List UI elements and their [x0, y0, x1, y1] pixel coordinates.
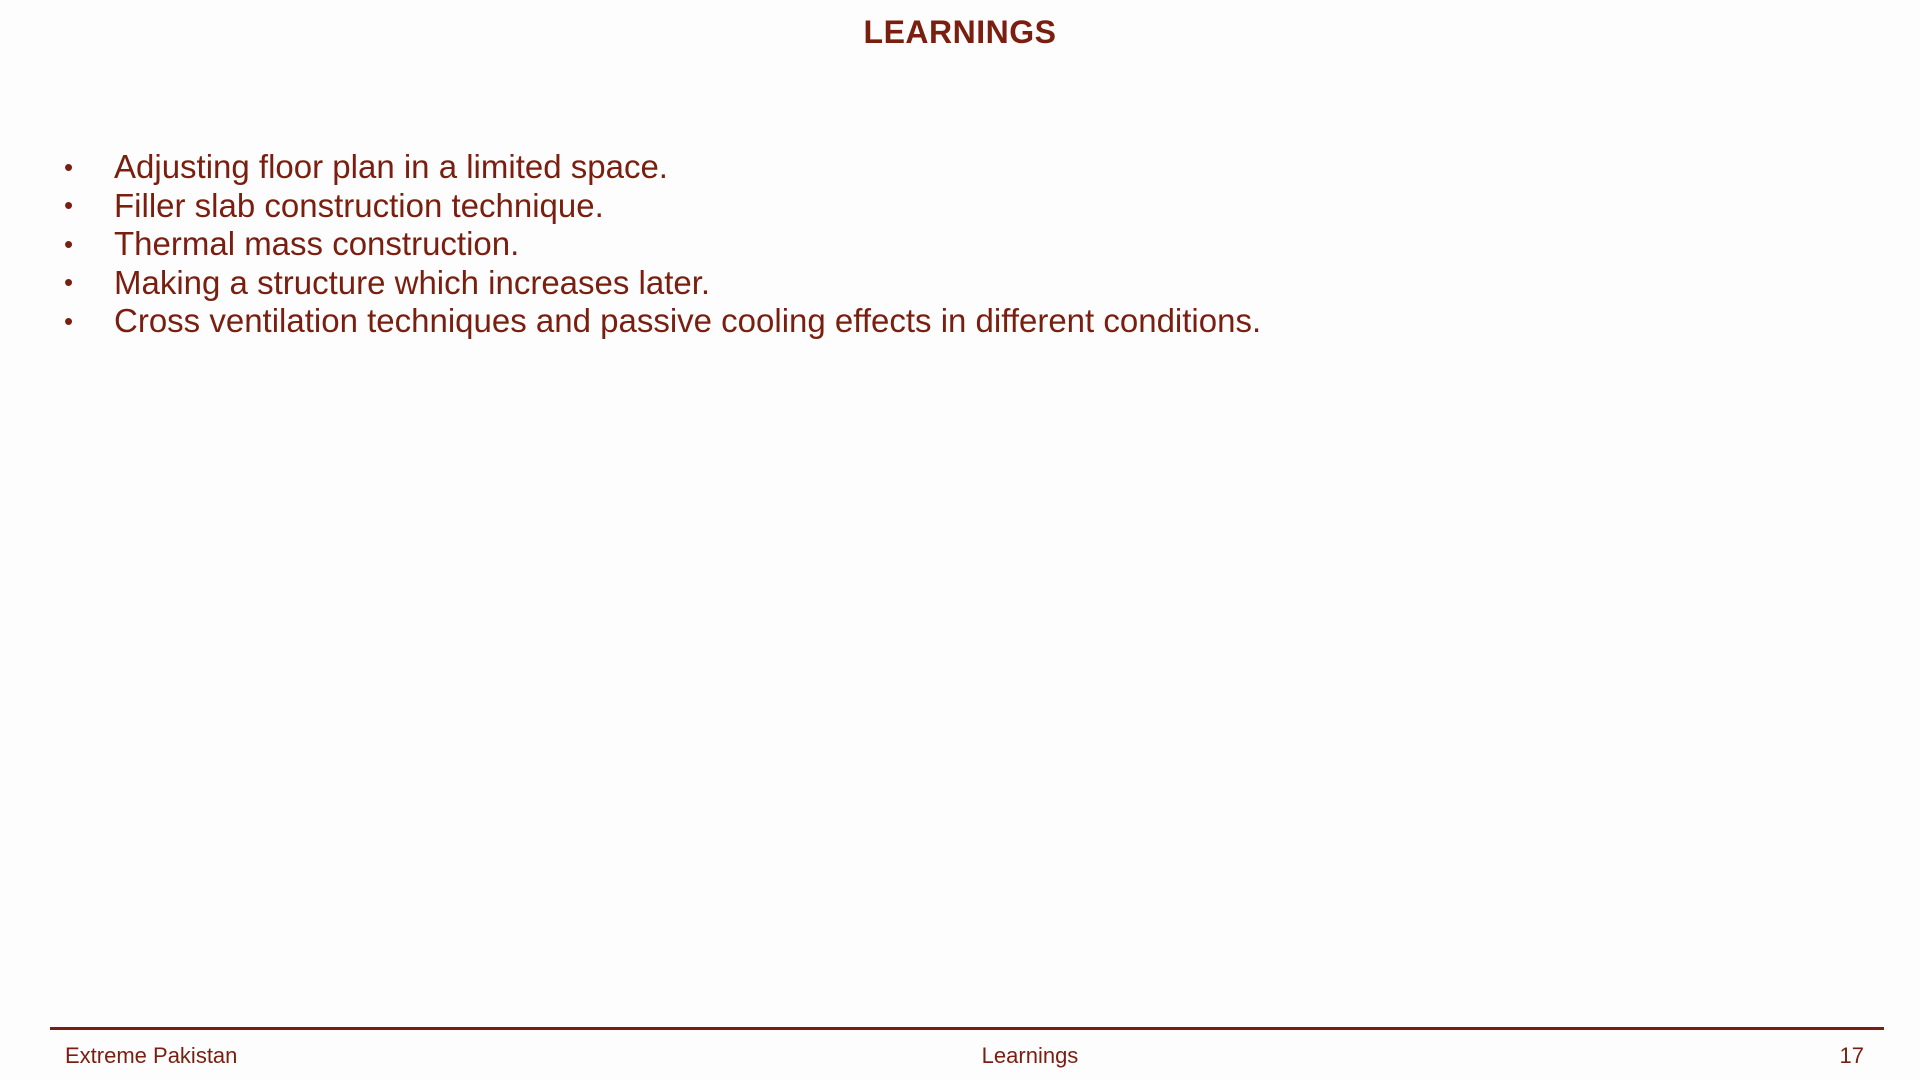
footer-organization: Extreme Pakistan [65, 1043, 238, 1068]
bullet-icon: • [64, 151, 74, 182]
bullet-text: Adjusting floor plan in a limited space. [114, 148, 668, 186]
bullet-item [60, 302, 1261, 341]
page-number: 17 [1839, 1043, 1864, 1068]
bullet-icon: • [64, 228, 74, 259]
bullet-text: Making a structure which increases later. [114, 263, 711, 301]
bullet-icon: • [64, 190, 74, 221]
bullet-item [60, 225, 1261, 264]
slide-title: LEARNINGS [863, 14, 1057, 50]
footer-divider [50, 1027, 1884, 1030]
bullet-item [60, 264, 1261, 303]
bullet-text: Filler slab construction technique. [114, 186, 604, 224]
bullet-icon: • [64, 267, 74, 298]
bullet-text: Cross ventilation techniques and passive cooling effects in different conditions. [114, 302, 1262, 340]
bullet-item [60, 148, 1261, 187]
bullet-list [60, 148, 1261, 341]
footer-section-title: Learnings [981, 1043, 1079, 1068]
bullet-item [60, 187, 1261, 226]
bullet-text: Thermal mass construction. [114, 225, 520, 263]
bullet-icon: • [64, 305, 74, 336]
